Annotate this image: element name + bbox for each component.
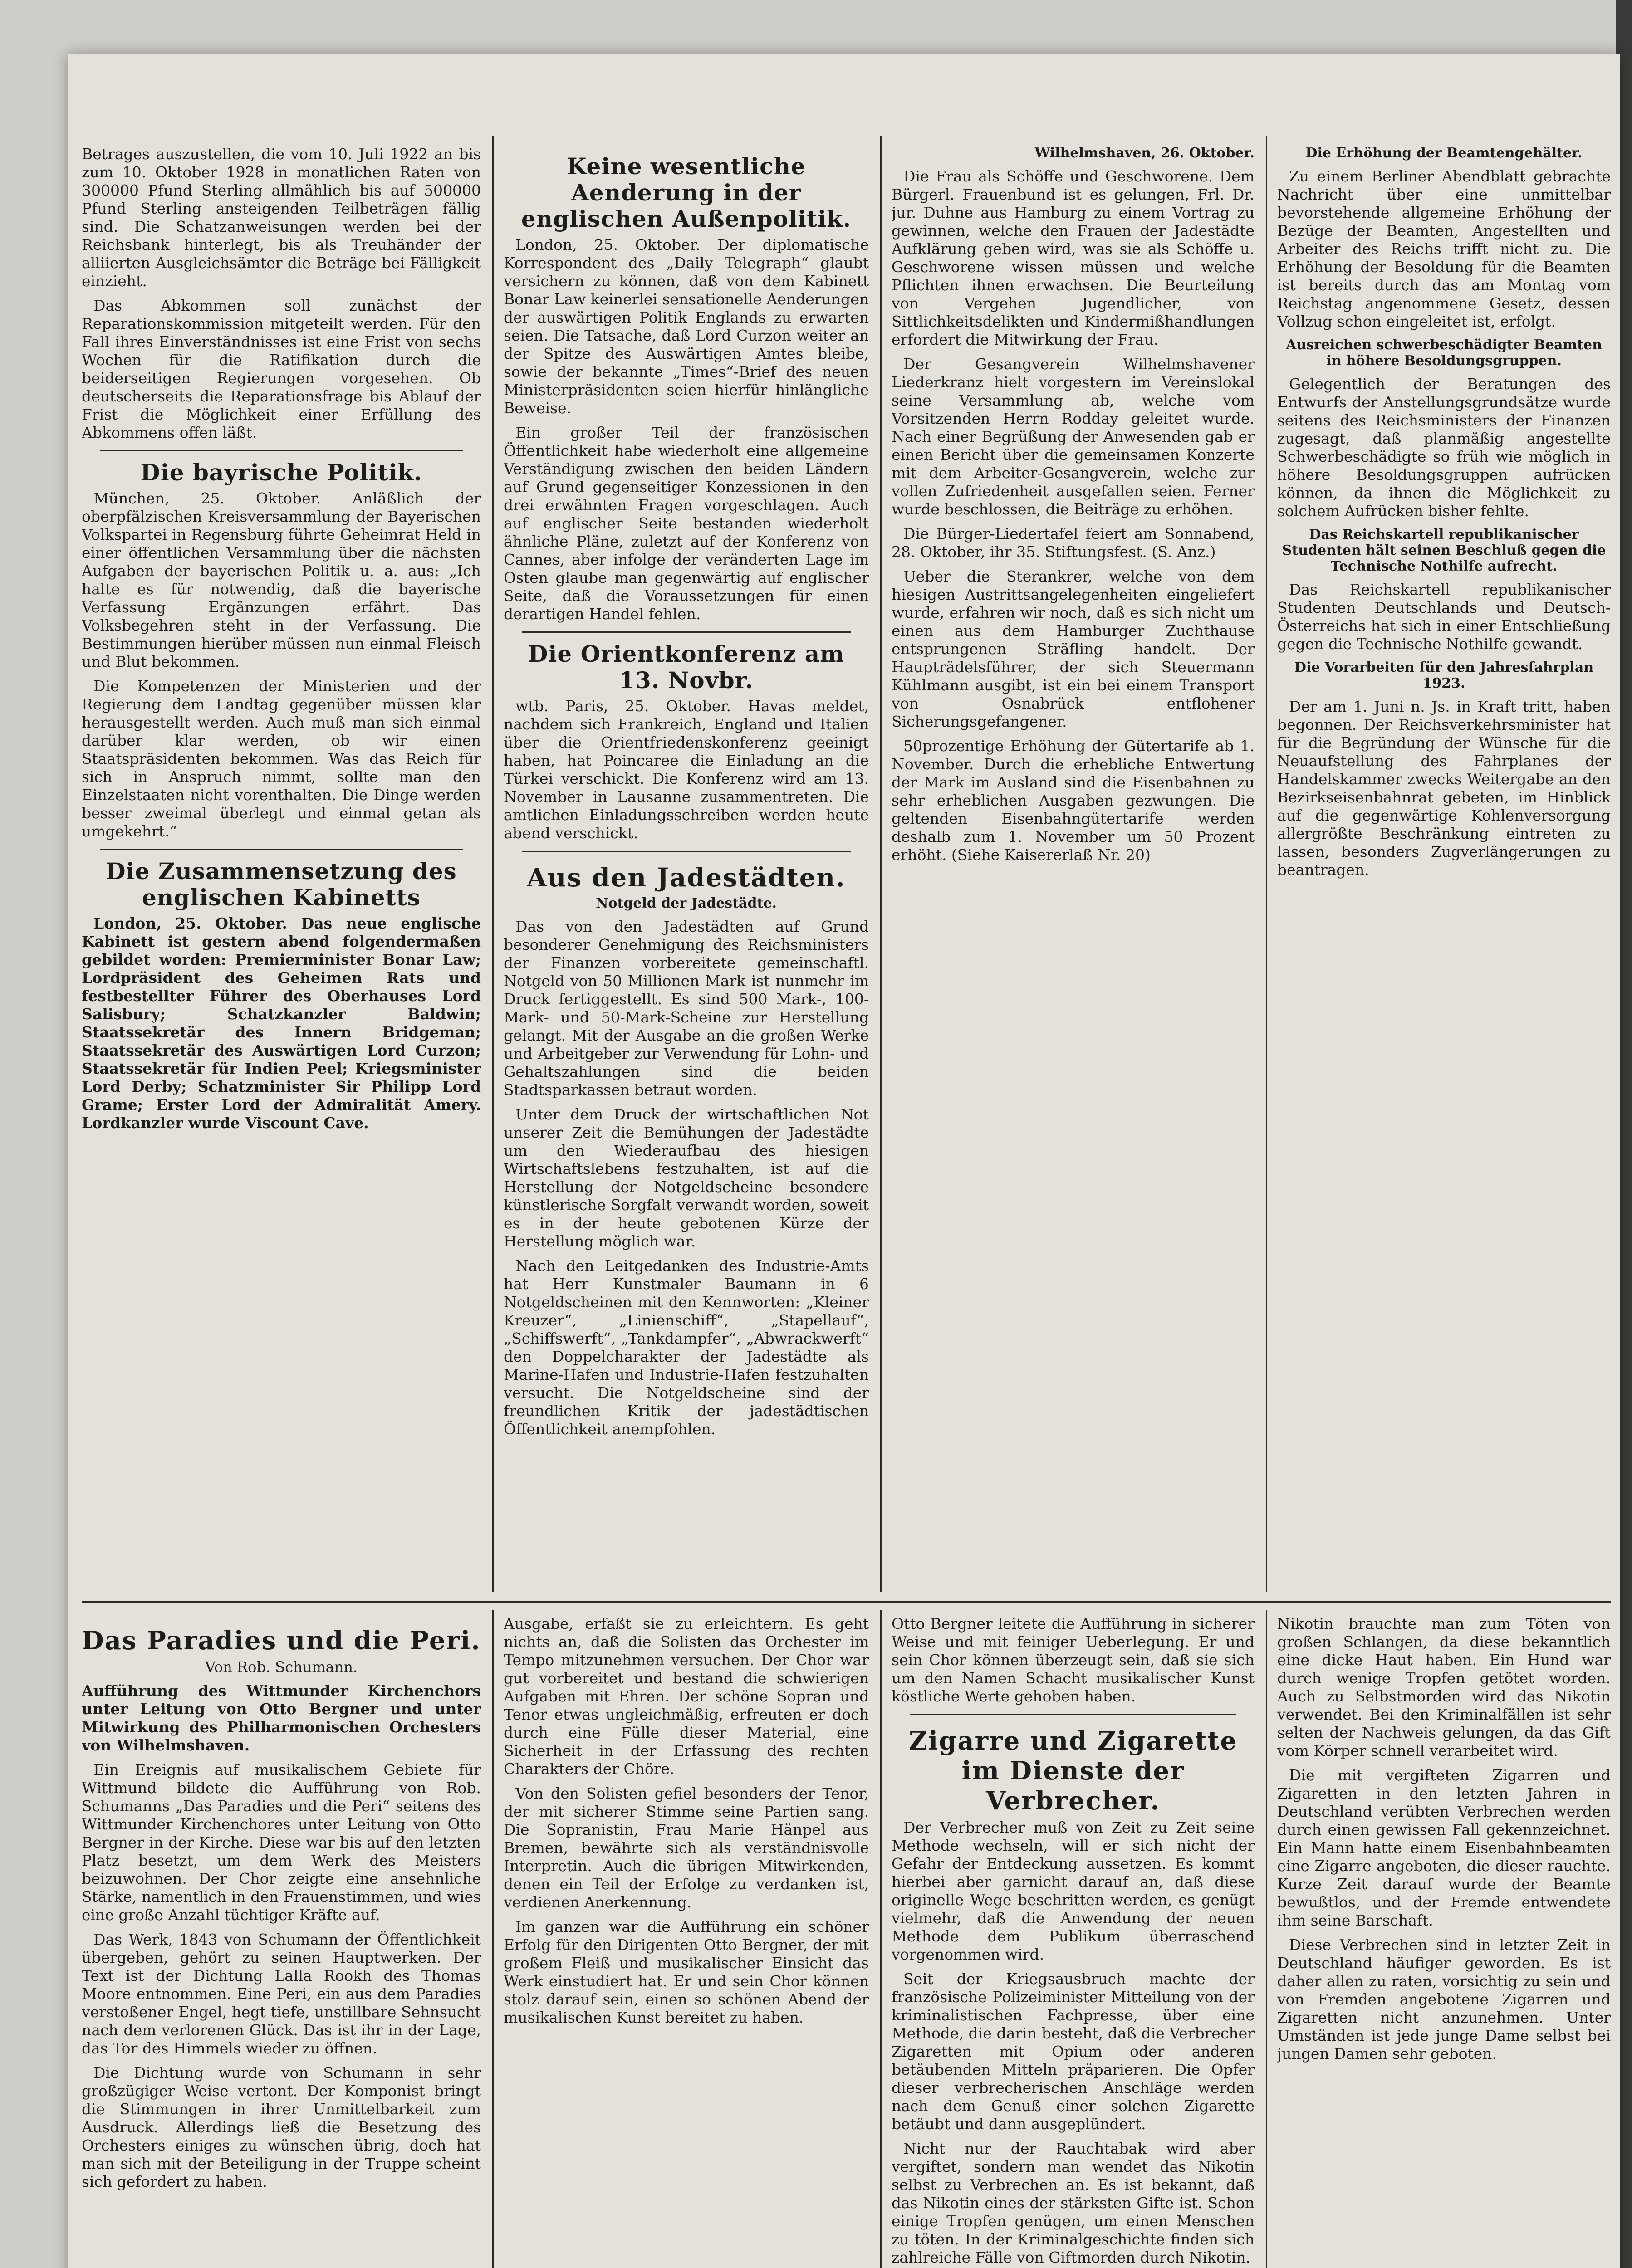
article-text: Die Kompetenzen der Ministerien und der Regierung dem Landtag gegenüber müssen klar herausgestellt werden. Auch muß man sich einmal darüber klar werden, ob wir einen Staatspräsidenten bekommen. Was das Reich für sich in Anspruch nimmt, sollte man den Einzelstaaten nicht vorenthalten. Die Dinge werden besser zweimal überlegt und einmal getan als umgekehrt.“ xyxy=(82,677,481,840)
divider xyxy=(910,1714,1236,1715)
byline: Von Rob. Schumann. xyxy=(205,1658,358,1676)
headline-paradies: Das Paradies und die Peri. xyxy=(82,1626,481,1656)
article-text: Im ganzen war die Aufführung ein schöner Erfolg für den Dirigenten Otto Bergner, der mit großem Fleiß und musikalischer Einsicht das Werk einstudiert hat. Er und sein Chor können stolz darauf sein, einen so schönen Abend der musikalischen Kunst bereitet zu haben. xyxy=(504,1918,869,2026)
column-4-bottom xyxy=(1277,1615,1611,2268)
article-text: Nicht nur der Rauchtabak wird aber vergiftet, sondern man wendet das Nikotin selbst zu Verbrechen an. Es ist bekannt, daß das Nikotin eines der stärksten Gifte ist. Schon einige Tropfen genügen, um einen Menschen zu töten. In der Kriminalgeschichte finden sich zahlreiche Fälle von Giftmorden durch Nikotin. xyxy=(892,2140,1255,2266)
headline-bayrische-politik: Die bayrische Politik. xyxy=(140,459,422,486)
article-text: Ausgabe, erfaßt sie zu erleichtern. Es geht nichts an, daß die Solisten das Orchester im Tempo mitzunehmen versuchen. Der Chor war gut vorbereitet und bestand die schwierigen Aufgaben mit Ehren. Der schöne Sopran und Tenor etwas ungleichmäßig, erfreuten er doch durch eine Fülle dieser Material, eine Sicherheit in der Erfassung des rechten Charakters der Chöre. xyxy=(504,1615,869,1778)
article-text: Diese Verbrechen sind in letzter Zeit in Deutschland häufiger geworden. Es ist daher allen zu raten, vorsichtig zu sein und von Fremden angebotene Zigarren und Zigaretten nicht anzunehmen. Unter Umständen ist jede junge Dame selbst bei jungen Damen sehr geboten. xyxy=(1277,1936,1611,2063)
column-4-top xyxy=(1277,145,1611,1592)
article-text: Von den Solisten gefiel besonders der Tenor, der mit sicherer Stimme seine Partien sang. Die Sopranistin, Frau Marie Hänpel aus Bremen, bewährte sich als verständnisvolle Interpretin. Auch die übrigen Mitwirkenden, denen ein Teil der Erfolge zu verdanken ist, verdienen Anerkennung. xyxy=(504,1784,869,1911)
headline-schwerbeschaedigte: Ausreichen schwerbeschädigter Beamten in höhere Besoldungsgruppen. xyxy=(1286,337,1602,369)
article-text: Die mit vergifteten Zigarren und Zigaretten in den letzten Jahren in Deutschland verübten Verbrechen werden durch einen gewissen Fall gekennzeichnet. Ein Mann hatte einem Eisenbahnbeamten eine Zigarre angeboten, die dieser rauchte. Kurze Zeit darauf wurde der Beamte bewußtlos, und der Fremde entwendete ihm seine Barschaft. xyxy=(1277,1766,1611,1929)
column-rule xyxy=(492,1610,494,2268)
headline-reichskartell: Das Reichskartell republikanischer Studenten hält seinen Beschluß gegen die Technische Nothilfe aufrecht. xyxy=(1282,527,1606,574)
headline-zigarre: Zigarre und Zigarette im Dienste der Verbrecher. xyxy=(909,1726,1237,1816)
article-text: Nach den Leitgedanken des Industrie-Amts hat Herr Kunstmaler Baumann in 6 Notgeldscheinen mit den Kennworten: „Kleiner Kreuzer“, „Linienschiff“, „Stapellauf“, „Schiffswerft“, „Tankdampfer“, „Abwrackwerft“ den Doppelcharakter der Jadestädte als Marine-Hafen und Industrie-Hafen festzuhalten versucht. Die Notgeldscheine sind der freundlichen Kritik der jadestädtischen Öffentlichkeit anempfohlen. xyxy=(504,1257,869,1438)
column-rule xyxy=(1266,136,1267,1592)
column-2-bottom xyxy=(504,1615,869,2268)
headline-jahresfahrplan: Die Vorarbeiten für den Jahresfahrplan 1923. xyxy=(1294,660,1594,691)
article-text: Ueber die Sterankrer, welche von dem hiesigen Austrittsangelegenheiten eingeliefert wurde, erfahren wir noch, daß es sich nicht um einen aus dem Hamburger Zuchthause entsprungenen Sträfling handelt. Der Haupträdelsführer, der sich Steuermann Kühlmann ausgibt, ist ein bei einem Transport von Osnabrück entflohener Sicherungsgefangener. xyxy=(892,567,1255,730)
divider xyxy=(522,850,851,852)
divider xyxy=(100,849,463,850)
article-text: Der Gesangverein Wilhelmshavener Liederkranz hielt vorgestern im Vereinslokal seine Versammlung ab, welche vom Vorsitzenden Herrn Rodday geleitet wurde. Nach einer Begrüßung der Anwesenden gab er einen Bericht über die gemeinsamen Konzerte mit dem Arbeiter-Gesangverein, welche zur vollen Zufriedenheit ausgefallen seien. Ferner wurde beschlossen, die Beiträge zu erhöhen. xyxy=(892,355,1255,518)
article-text: Der Verbrecher muß von Zeit zu Zeit seine Methode wechseln, will er sich nicht der Gefahr der Entdeckung aussetzen. Es kommt hierbei aber garnicht darauf an, daß diese originelle Wege beschritten werden, es genügt vielmehr, daß die Anwendung der neuen Methode dem Publikum überraschend vorgenommen wird. xyxy=(892,1818,1255,1963)
column-3-bottom xyxy=(892,1615,1255,2268)
newspaper-page xyxy=(68,54,1620,2268)
column-rule xyxy=(492,136,494,1592)
article-text: Das Abkommen soll zunächst der Reparationskommission mitgeteilt werden. Für den Fall ihres Einverständnisses ist eine Frist von sechs Wochen für die Ratifikation durch die beiderseitigen Regierungen vorgesehen. Ob deutscherseits die Reparationsfrage bis Ablauf der Frist die Möglichkeit einer Erfüllung des Abkommens offen läßt. xyxy=(82,297,481,441)
article-text: 50prozentige Erhöhung der Gütertarife ab 1. November. Durch die erhebliche Entwertung der Mark im Ausland sind die Eisenbahnen zu sehr erheblichen Ausgaben gezwungen. Die geltenden Eisenbahngütertarife werden deshalb zum 1. November um 50 Prozent erhöht. (Siehe Kaisererlaß Nr. 20) xyxy=(892,737,1255,864)
headline-keine-aenderung: Keine wesentliche Aenderung in der englischen Außenpolitik. xyxy=(521,153,852,232)
headline-zusammensetzung: Die Zusammensetzung des englischen Kabinetts xyxy=(106,858,457,911)
article-text: Das Werk, 1843 von Schumann der Öffentlichkeit übergeben, gehört zu seinen Hauptwerken. Der Text ist der Dichtung Lalla Rookh des Thomas Moore entnommen. Eine Peri, ein aus dem Paradies verstoßener Engel, hegt tiefe, unstillbare Sehnsucht nach dem verlorenen Glück. Das ist ihr in der Lage, das Tor des Himmels wieder zu öffnen. xyxy=(82,1931,481,2057)
article-text: Nikotin brauchte man zum Töten von großen Schlangen, da diese bekanntlich eine dicke Haut haben. Ein Hund war durch wenige Tropfen getötet worden. Auch zu Selbstmorden wird das Nikotin verwendet. Bei den Kriminalfällen ist sehr selten der Nachweis gelungen, da das Gift vom Körper schnell verarbeitet wird. xyxy=(1277,1615,1611,1760)
section-divider xyxy=(82,1601,1611,1603)
article-text: Der am 1. Juni n. Js. in Kraft tritt, haben begonnen. Der Reichsverkehrsminister hat für die Begründung der Wünsche für die Neuaufstellung des Fahrplanes der Handelskammer zwecks Weitergabe an den Bezirkseisenbahnrat gebeten, im Hinblick auf die gegenwärtige Kohlenversorgung allergrößte Beschränkung eintreten zu lassen, besonders Zugverlängerungen zu beantragen. xyxy=(1277,698,1611,879)
article-text: München, 25. Oktober. Anläßlich der oberpfälzischen Kreisversammlung der Bayerischen Volkspartei in Regensburg führte Geheimrat Held in einer öffentlichen Versammlung über die nächsten Aufgaben der bayerischen Politik u. a. aus: „Ich halte es für notwendig, daß die bayerische Verfassung Ergänzungen erfährt. Das Volksbegehren steht in der Verfassung. Die Bestimmungen hierüber müssen nun einmal Fleisch und Blut bekommen. xyxy=(82,489,481,670)
column-3-top xyxy=(892,145,1255,1592)
column-rule xyxy=(880,136,882,1592)
article-text: Ein großer Teil der französischen Öffentlichkeit habe wiederholt eine allgemeine Verständigung zwischen den beiden Ländern auf Grund gegenseitiger Konzessionen in den drei erwähnten Fragen vorgeschlagen. Auch auf englischer Seite bestanden wiederholt ähnliche Pläne, zuletzt auf der Konferenz von Cannes, aber infolge der veränderten Lage im Osten glaube man gegenwärtig auf englischer Seite, daß die Voraussetzungen für einen derartigen Handel fehlen. xyxy=(504,424,869,623)
article-text: Die Bürger-Liedertafel feiert am Sonnabend, 28. Oktober, ihr 35. Stiftungsfest. (S. Anz.) xyxy=(892,525,1255,561)
subheadline-notgeld: Notgeld der Jadestädte. xyxy=(596,895,777,911)
headline-orientkonferenz: Die Orientkonferenz am 13. Novbr. xyxy=(528,640,844,694)
article-text: Die Dichtung wurde von Schumann in sehr großzügiger Weise vertont. Der Komponist bringt die Stimmungen in ihrer Unmittelbarkeit zum Ausdruck. Allerdings ließ die Besetzung des Orchesters einiges zu wünschen übrig, doch hat man sich mit der Beteiligung in der Truppe scheint sich gefordert zu haben. xyxy=(82,2064,481,2190)
article-text: Otto Bergner leitete die Aufführung in sicherer Weise und mit feiniger Ueberlegung. Er und sein Chor können überzeugt sein, daß sie sich um den Namen Schacht musikalischer Kunst köstliche Werte gehoben haben. xyxy=(892,1615,1255,1705)
local-dateline: Wilhelmshaven, 26. Oktober. xyxy=(1034,145,1255,161)
column-1-bottom xyxy=(82,1615,481,2268)
divider xyxy=(100,450,463,451)
article-text: Aufführung des Wittmunder Kirchenchors unter Leitung von Otto Bergner und unter Mitwirkung des Philharmonischen Orchesters von Wilhelmshaven. xyxy=(82,1682,481,1754)
article-text: Ein Ereignis auf musikalischem Gebiete für Wittmund bildete die Aufführung von Rob. Schumanns „Das Paradies und die Peri“ seitens des Wittmunder Kirchenchores unter Leitung von Otto Bergner in der Kirche. Diese war bis auf den letzten Platz besetzt, um dem Werk des Meisters beizuwohnen. Der Chor zeigte eine ansehnliche Stärke, namentlich in den Frauenstimmen, und wies eine große Anzahl tüchtiger Kräfte auf. xyxy=(82,1761,481,1924)
article-text: Betrages auszustellen, die vom 10. Juli 1922 an bis zum 10. Oktober 1928 in monatlichen Raten von 300000 Pfund Sterling allmählich bis auf 500000 Pfund Sterling ansteigenden Teilbeträgen fällig sind. Die Schatzanweisungen werden bei der Reichsbank hinterlegt, bis als Treuhänder der alliierten Ausgleichsämter die Beträge bei Fälligkeit einzieht. xyxy=(82,145,481,290)
column-2-top xyxy=(504,145,869,1592)
article-text: Gelegentlich der Beratungen des Entwurfs der Anstellungsgrundsätze wurde seitens des Reichsministers der Finanzen zugesagt, daß planmäßig angestellte Schwerbeschädigte so früh wie möglich in höhere Besoldungsgruppen aufrücken können, da ihnen die Möglichkeit zu solchem Aufrücken bisher fehlte. xyxy=(1277,375,1611,520)
column-rule xyxy=(1266,1610,1267,2268)
column-rule xyxy=(880,1610,882,2268)
article-text: Das Reichskartell republikanischer Studenten Deutschlands und Deutsch-Österreichs hat sich in einer Entschließung gegen die Technische Nothilfe gewandt. xyxy=(1277,581,1611,653)
article-text: Seit der Kriegsausbruch machte der französische Polizeiminister Mitteilung von der kriminalistischen Fachpresse, über eine Methode, die darin besteht, daß die Verbrecher Zigaretten mit Opium oder anderen betäubenden Mitteln präparieren. Die Opfer dieser verbrecherischen Anschläge werden nach dem Genuß einer solchen Zigarette betäubt und dann ausgeplündert. xyxy=(892,1970,1255,2133)
article-text: wtb. Paris, 25. Oktober. Havas meldet, nachdem sich Frankreich, England und Italien über die Orientfriedenskonferenz geeinigt haben, hat Poincaree die Einladung an die Türkei verschickt. Die Konferenz wird am 13. November in Lausanne zusammentreten. Die amtlichen Einladungsschreiben werden heute abend verschickt. xyxy=(504,697,869,842)
article-text: Die Frau als Schöffe und Geschworene. Dem Bürgerl. Frauenbund ist es gelungen, Frl. Dr. jur. Duhne aus Hamburg zu einem Vortrag zu gewinnen, welche den Frauen der Jadestädte Aufklärung geben wird, was sie als Schöffe u. Geschworene wissen müssen und welche Pflichten ihnen erwachsen. Die Beurteilung von Vergehen Jugendlicher, von Sittlichkeitsdelikten und Kindermißhandlungen erfordert die Mitwirkung der Frau. xyxy=(892,167,1255,348)
article-text: Unter dem Druck der wirtschaftlichen Not unserer Zeit die Bemühungen der Jadestädte um den Wiederaufbau des hiesigen Wirtschaftslebens festzuhalten, ist auf die Herstellung der Notgeldscheine besondere künstlerische Sorgfalt verwandt worden, soweit es in der heute gebotenen Kürze der Herstellung möglich war. xyxy=(504,1105,869,1250)
column-1-top xyxy=(82,145,481,1592)
divider xyxy=(522,631,851,633)
article-text: London, 25. Oktober. Der diplomatische Korrespondent des „Daily Telegraph“ glaubt versichern zu können, daß von dem Kabinett Bonar Law keinerlei sensationelle Aenderungen der auswärtigen Politik Englands zu erwarten seien. Die Tatsache, daß Lord Curzon weiter an der Spitze des Auswärtigen Amtes bleibe, sowie der bekannte „Times“-Brief des neuen Ministerpräsidenten seien hierfür hinlängliche Beweise. xyxy=(504,236,869,417)
article-text: Zu einem Berliner Abendblatt gebrachte Nachricht über eine unmittelbar bevorstehende allgemeine Erhöhung der Bezüge der Beamten, Angestellten und Arbeiter des Reichs trifft nicht zu. Die Erhöhung der Besoldung für die Beamten ist bereits durch das am Montag vom Reichstag angenommene Gesetz, dessen Vollzug schon eingeleitet ist, erfolgt. xyxy=(1277,167,1611,330)
headline-jadestaedte: Aus den Jadestädten. xyxy=(527,863,846,893)
headline-beamtengehaelter: Die Erhöhung der Beamtengehälter. xyxy=(1305,145,1583,161)
article-text: London, 25. Oktober. Das neue englische Kabinett ist gestern abend folgendermaßen gebildet worden: Premierminister Bonar Law; Lordpräsident des Geheimen Rats und festbestellter Führer des Oberhauses Lord Salisbury; Schatzkanzler Baldwin; Staatssekretär des Innern Bridgeman; Staatssekretär des Auswärtigen Lord Curzon; Staatssekretär für Indien Peel; Kriegsminister Lord Derby; Schatzminister Sir Philipp Lord Grame; Erster Lord der Admiralität Amery. Lordkanzler wurde Viscount Cave. xyxy=(82,914,481,1132)
article-text: Das von den Jadestädten auf Grund besonderer Genehmigung des Reichsministers der Finanzen vorbereitete gemeinschaftl. Notgeld von 50 Millionen Mark ist nunmehr im Druck fertiggestellt. Es sind 500 Mark-, 100-Mark- und 50-Mark-Scheine zur Herstellung gelangt. Mit der Ausgabe an die großen Werke und Arbeitgeber zur Verwendung für Lohn- und Gehaltszahlungen sind die beiden Stadtsparkassen betraut worden. xyxy=(504,918,869,1099)
